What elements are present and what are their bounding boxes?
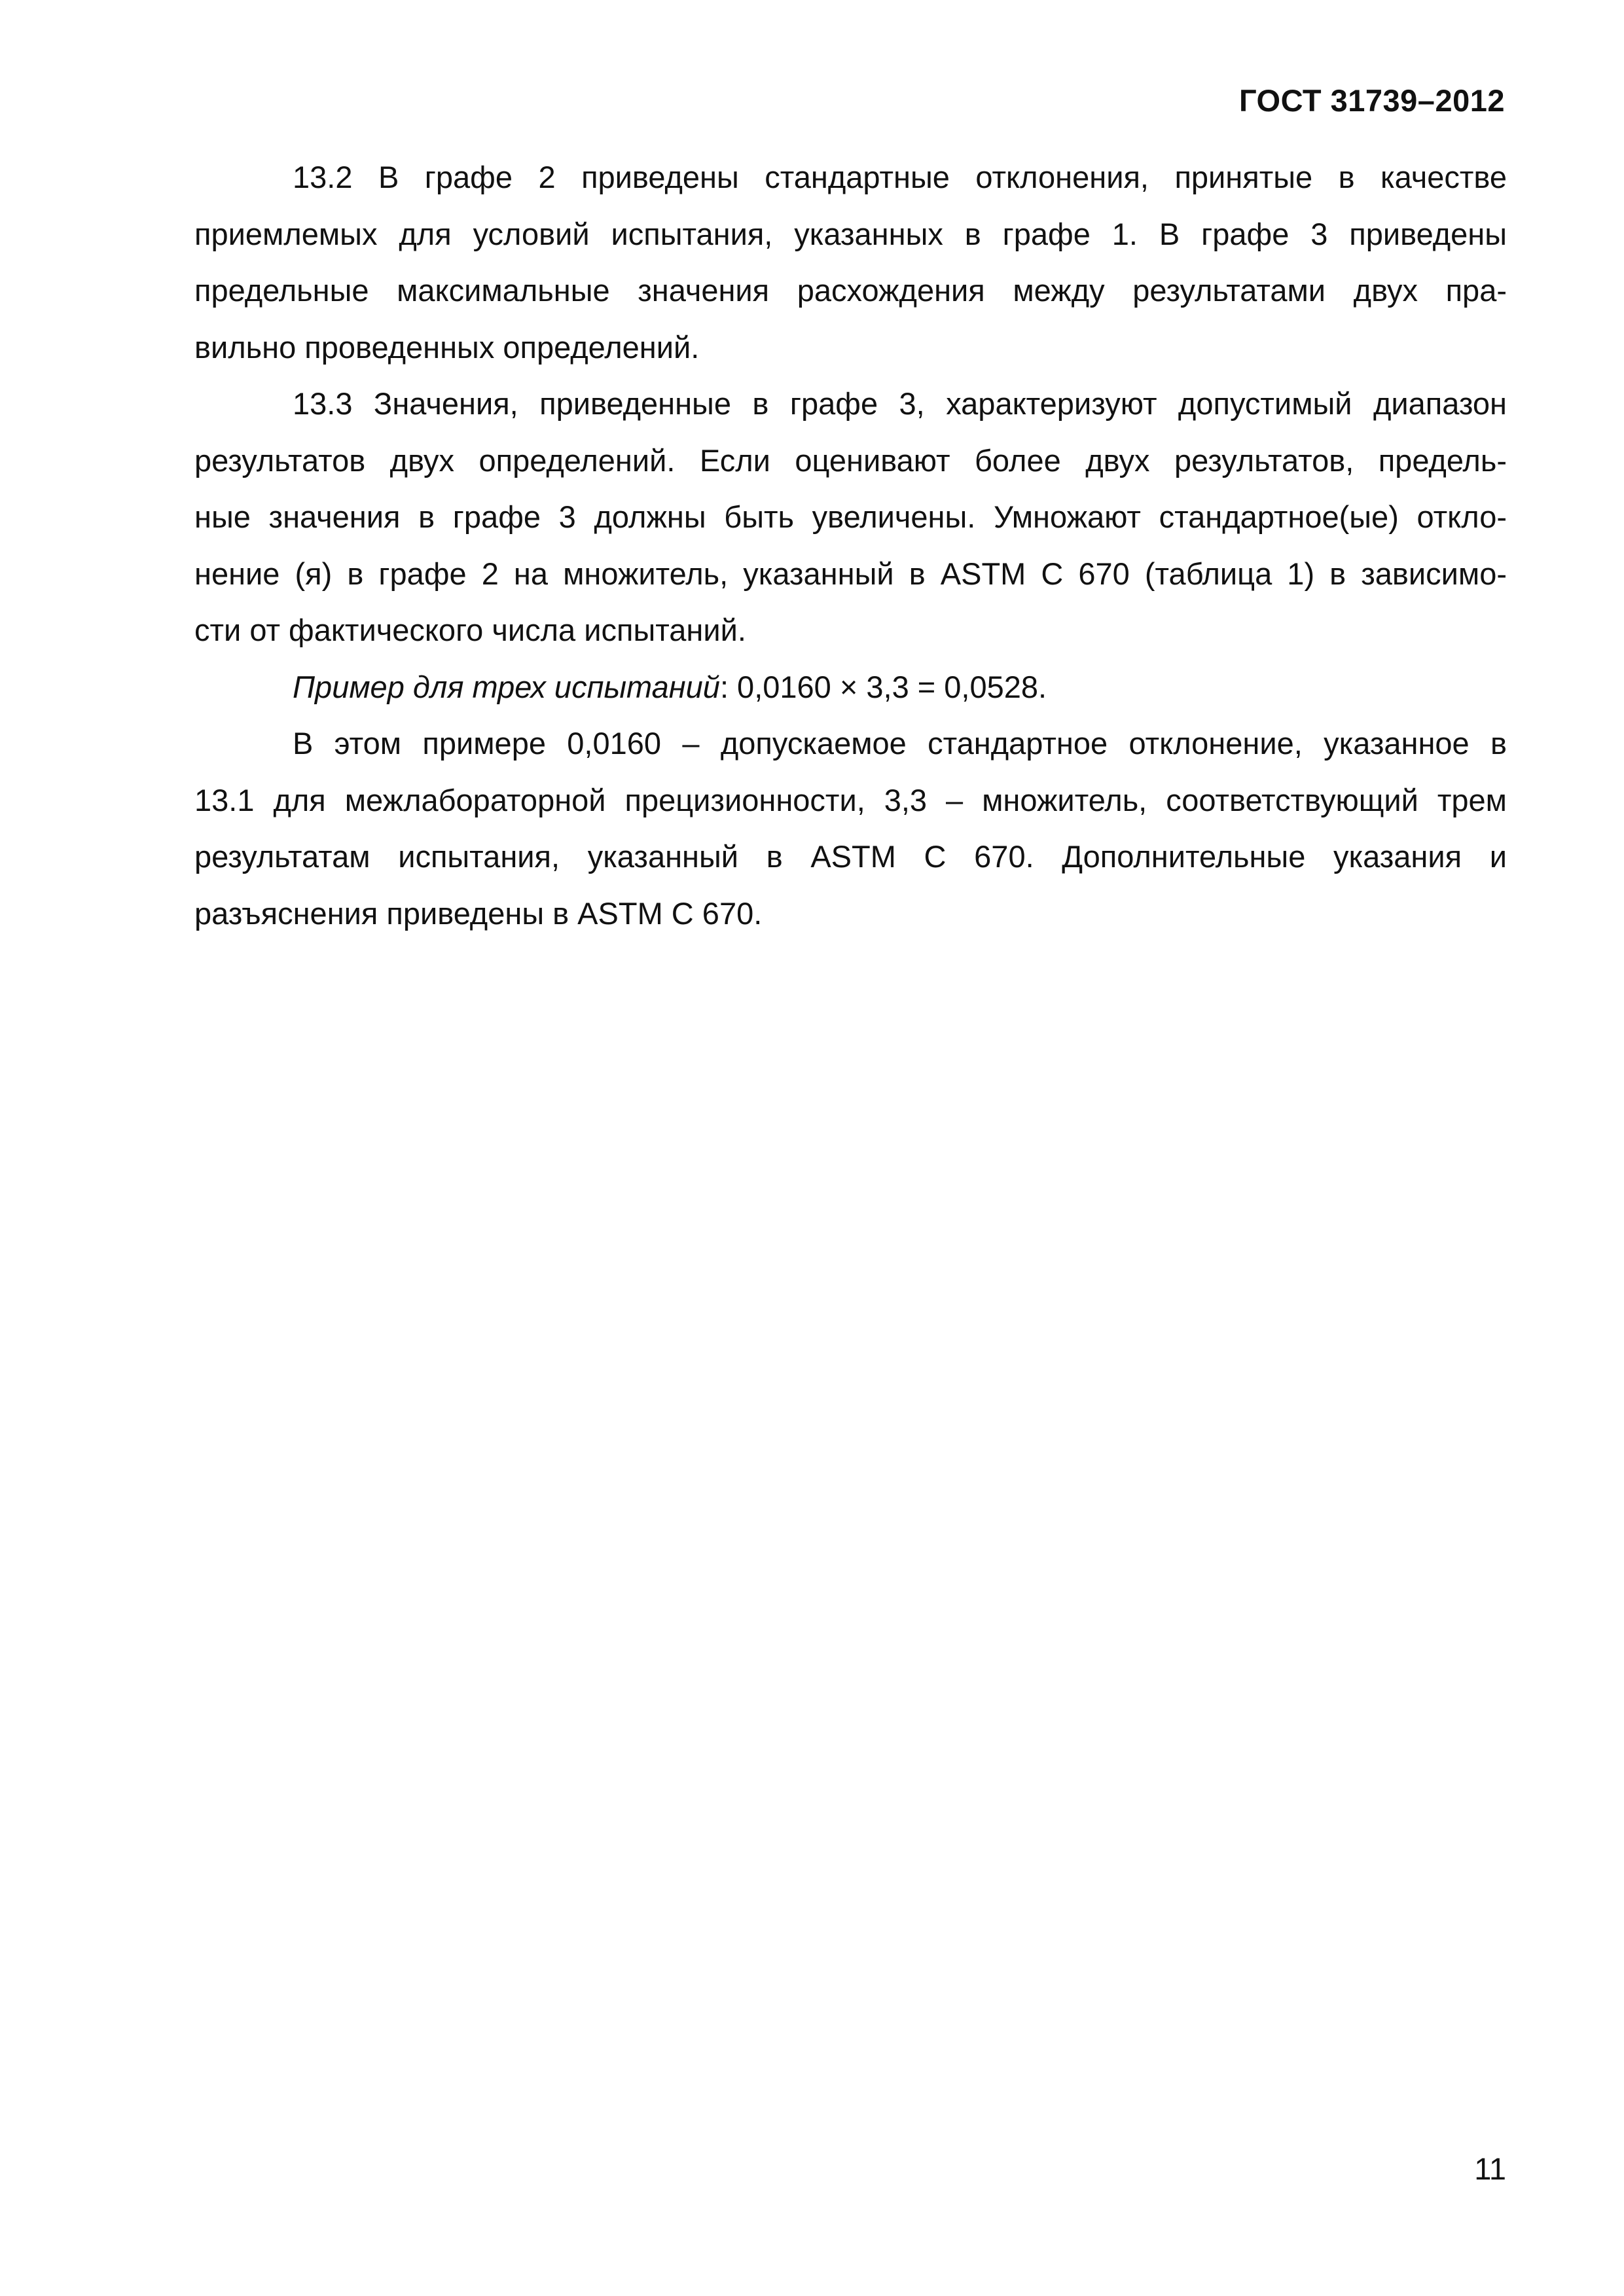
paragraph-line: разъяснения приведены в ASTM C 670. bbox=[194, 895, 763, 931]
document-header-standard-code: ГОСТ 31739–2012 bbox=[1238, 83, 1505, 118]
paragraph-line: 13.1 для межлабораторной прецизионности, 3,3 – множитель, соответствующий трем bbox=[194, 782, 1507, 817]
paragraph-line: результатам испытания, указанный в ASTM C 670. Дополнительные указания и bbox=[194, 839, 1507, 874]
example-formula: : 0,0160 × 3,3 = 0,0528. bbox=[719, 669, 1047, 704]
paragraph-13-2 bbox=[194, 149, 1507, 376]
example-label: Пример для трех испытаний bbox=[293, 669, 720, 704]
paragraph-line: сти от фактического числа испытаний. bbox=[194, 613, 746, 647]
paragraph-13-3 bbox=[194, 376, 1507, 659]
paragraph-line: вильно проведенных определений. bbox=[194, 329, 700, 365]
paragraph-line: нение (я) в графе 2 на множитель, указанный в ASTM C 670 (таблица 1) в зависимо- bbox=[194, 556, 1507, 591]
example-line bbox=[194, 659, 1507, 716]
paragraph-line: 13.3 Значения, приведенные в графе 3, характеризуют допустимый диапазон bbox=[293, 386, 1507, 421]
paragraph-line: предельные максимальные значения расхождения между результатами двух пра- bbox=[194, 273, 1507, 308]
paragraph-line: В этом примере 0,0160 – допускаемое стандартное отклонение, указанное в bbox=[293, 726, 1507, 761]
paragraph-line: результатов двух определений. Если оценивают более двух результатов, предель- bbox=[194, 442, 1507, 478]
page-number: 11 bbox=[1474, 2151, 1506, 2186]
paragraph-line: приемлемых для условий испытания, указанных в графе 1. В графе 3 приведены bbox=[194, 216, 1507, 251]
paragraph-line: ные значения в графе 3 должны быть увеличены. Умножают стандартное(ые) откло- bbox=[194, 499, 1507, 534]
paragraph-explanation bbox=[194, 715, 1507, 942]
example-paragraph bbox=[194, 659, 1507, 716]
document-body bbox=[194, 149, 1507, 942]
paragraph-line: 13.2 В графе 2 приведены стандартные отклонения, принятые в качестве bbox=[293, 160, 1507, 194]
